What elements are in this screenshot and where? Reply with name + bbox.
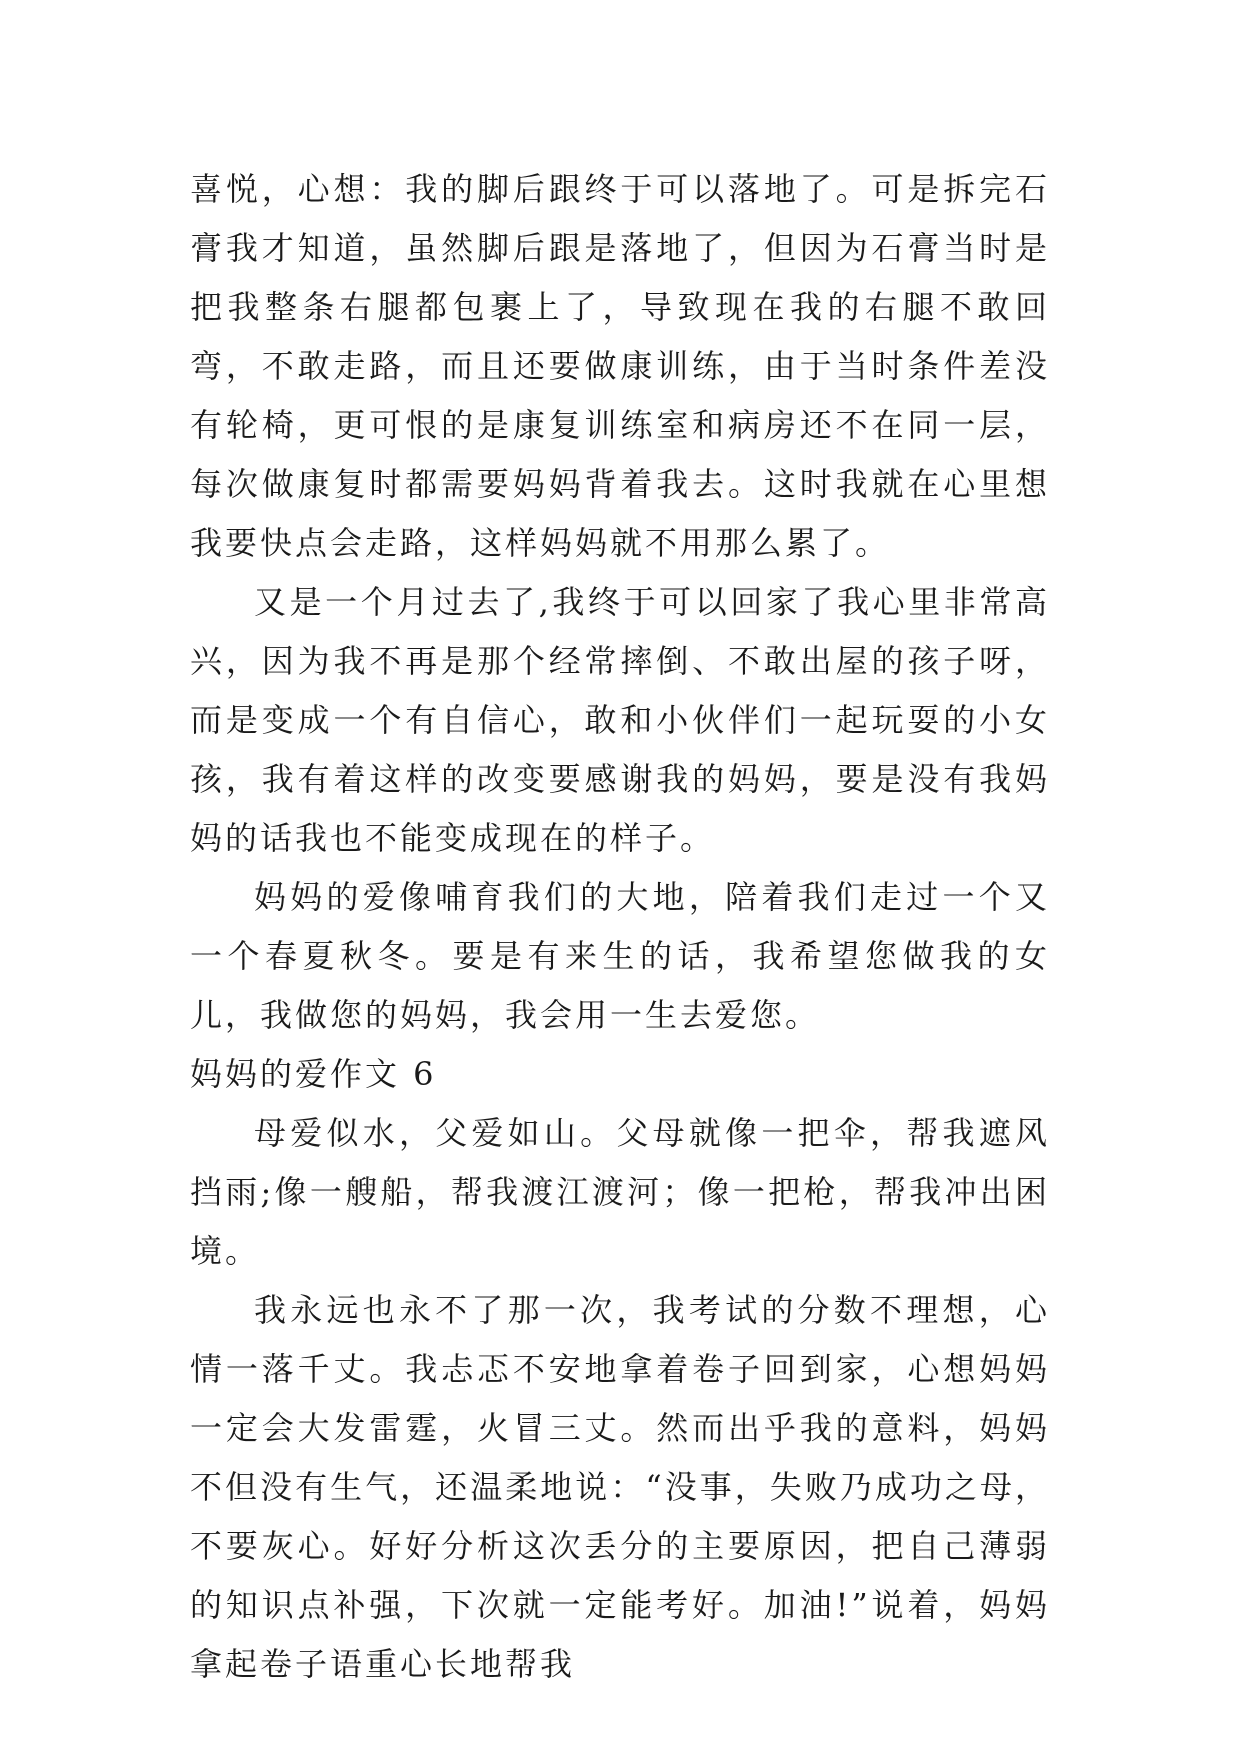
paragraph-5: 我永远也永不了那一次，我考试的分数不理想，心情一落千丈。我忐忑不安地拿着卷子回到家，心想妈妈一定会大发雷霆，火冒三丈。然而出乎我的意料，妈妈不但没有生气，还温柔地说：“没事，失败乃成功之母，不要灰心。好好分析这次丢分的主要原因，把自己薄弱的知识点补强，下次就一定能考好。加油!”说着，妈妈拿起卷子语重心长地帮我 — [190, 1291, 1050, 1683]
document-body — [190, 160, 1050, 1694]
section-heading: 妈妈的爱作文 6 — [190, 1055, 437, 1093]
paragraph-1: 喜悦，心想：我的脚后跟终于可以落地了。可是拆完石膏我才知道，虽然脚后跟是落地了，但因为石膏当时是把我整条右腿都包裹上了，导致现在我的右腿不敢回弯，不敢走路，而且还要做康训练，由于当时条件差没有轮椅，更可恨的是康复训练室和病房还不在同一层，每次做康复时都需要妈妈背着我去。这时我就在心里想我要快点会走路，这样妈妈就不用那么累了。 — [190, 170, 1050, 562]
paragraph-3: 妈妈的爱像哺育我们的大地，陪着我们走过一个又一个春夏秋冬。要是有来生的话，我希望您做我的女儿，我做您的妈妈，我会用一生去爱您。 — [190, 878, 1050, 1034]
paragraph-2: 又是一个月过去了,我终于可以回家了我心里非常高兴，因为我不再是那个经常摔倒、不敢出屋的孩子呀，而是变成一个有自信心，敢和小伙伴们一起玩耍的小女孩，我有着这样的改变要感谢我的妈妈，要是没有我妈妈的话我也不能变成现在的样子。 — [190, 583, 1050, 857]
paragraph-4: 母爱似水，父爱如山。父母就像一把伞，帮我遮风挡雨;像一艘船，帮我渡江渡河；像一把枪，帮我冲出困境。 — [190, 1114, 1050, 1270]
